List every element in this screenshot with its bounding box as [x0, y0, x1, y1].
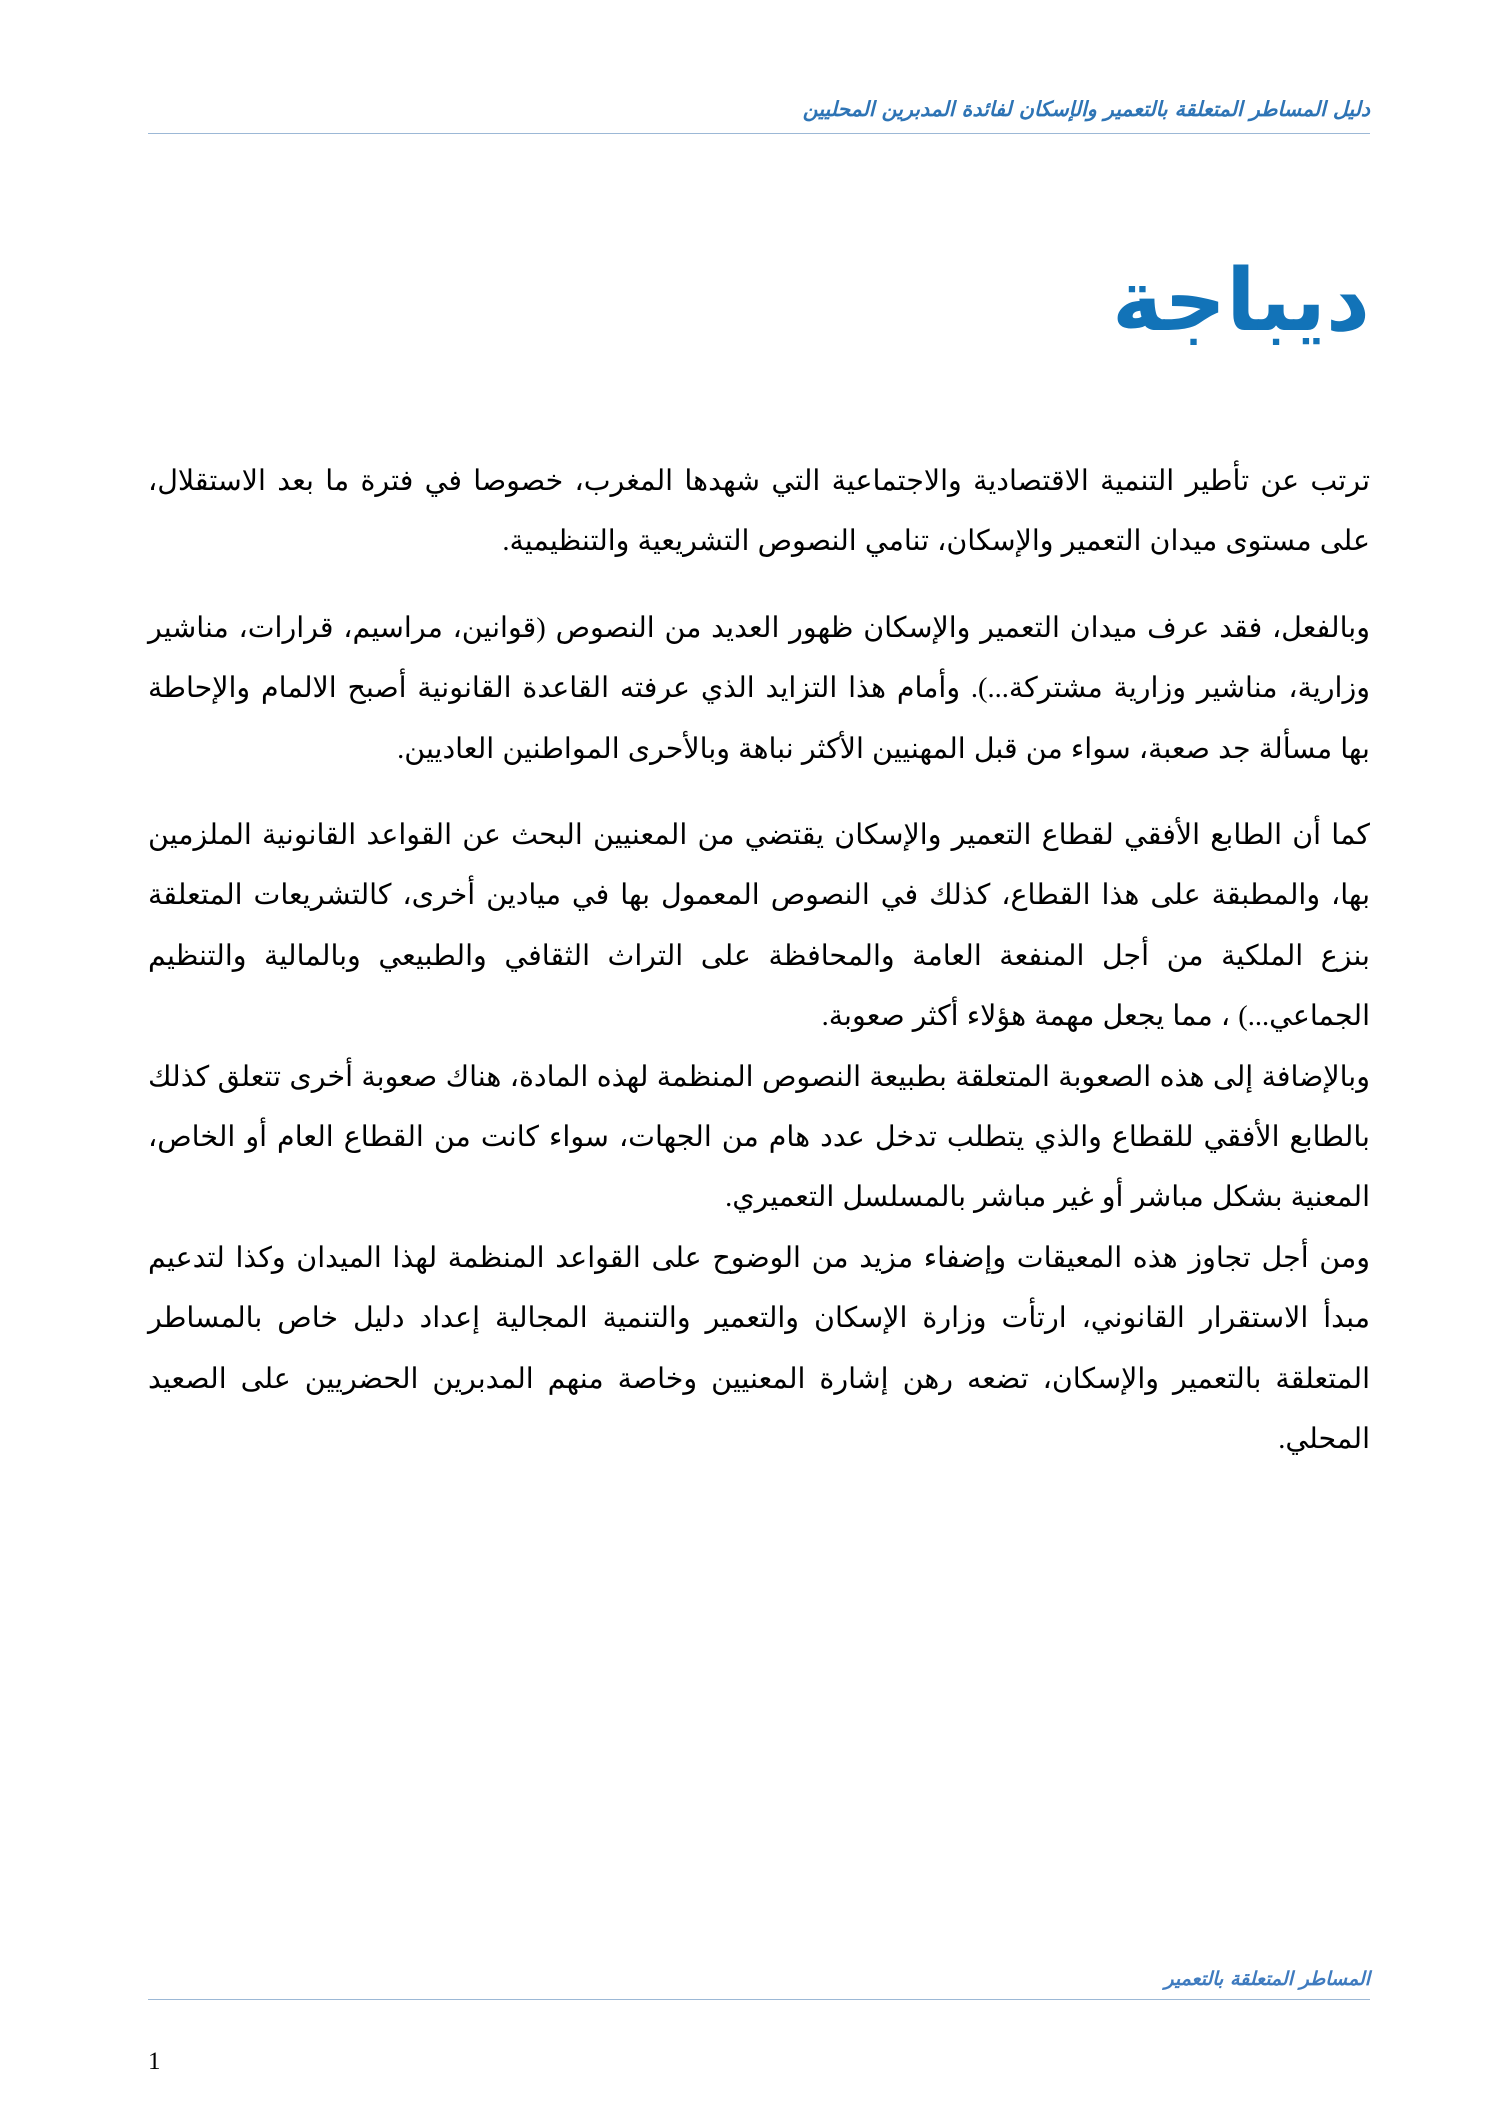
body-paragraph-3: كما أن الطابع الأفقي لقطاع التعمير والإسكان يقتضي من المعنيين البحث عن القواعد القانونية الملزمين بها، والمطبقة على هذا القطاع، كذلك في النصوص المعمول بها في ميادين أخرى، كالتشريعات المتعلقة بنزع الملكية من أجل المنفعة العامة والمحافظة على التراث الثقافي والطبيعي وبالمالية والتنظيم الجماعي...) ، مما يجعل مهمة هؤلاء أكثر صعوبة.	[148, 820, 1370, 1033]
footer-title-text: المساطر المتعلقة بالتعمير	[1164, 1968, 1370, 1991]
document-body	[148, 452, 1370, 1471]
header-divider	[148, 133, 1370, 134]
page-title: ديباجة	[1112, 250, 1370, 351]
footer-divider	[148, 1999, 1370, 2000]
body-paragraph-1: ترتب عن تأطير التنمية الاقتصادية والاجتماعية التي شهدها المغرب، خصوصا في فترة ما بعد الاستقلال، على مستوى ميدان التعمير والإسكان، تنامي النصوص التشريعية والتنظيمية.	[148, 466, 1370, 558]
body-paragraph-2: وبالفعل، فقد عرف ميدان التعمير والإسكان ظهور العديد من النصوص (قوانين، مراسيم، قرارات، مناشير وزارية، مناشير وزارية مشتركة...). وأمام هذا التزايد الذي عرفته القاعدة القانونية أصبح الالمام والإحاطة بها مسألة جد صعبة، سواء من قبل المهنيين الأكثر نباهة وبالأحرى المواطنين العاديين.	[148, 612, 1370, 765]
page-footer	[148, 1967, 1370, 2000]
page-header	[148, 96, 1370, 142]
body-paragraph-5: ومن أجل تجاوز هذه المعيقات وإضفاء مزيد من الوضوح على القواعد المنظمة لهذا الميدان وكذا لتدعيم مبدأ الاستقرار القانوني، ارتأت وزارة الإسكان والتعمير والتنمية المجالية إعداد دليل خاص بالمساطر المتعلقة بالتعمير والإسكان، تضعه رهن إشارة المعنيين وخاصة منهم المدبرين الحضريين على الصعيد المحلي.	[148, 1242, 1370, 1456]
header-title-text: دليل المساطر المتعلقة بالتعمير والإسكان لفائدة المدبرين المحليين	[802, 97, 1370, 121]
page-number: 1	[148, 2048, 161, 2075]
body-paragraph-4: وبالإضافة إلى هذه الصعوبة المتعلقة بطبيعة النصوص المنظمة لهذه المادة، هناك صعوبة أخرى تتعلق كذلك بالطابع الأفقي للقطاع والذي يتطلب تدخل عدد هام من الجهات، سواء كانت من القطاع العام أو الخاص، المعنية بشكل مباشر أو غير مباشر بالمسلسل التعميري.	[148, 1061, 1370, 1214]
